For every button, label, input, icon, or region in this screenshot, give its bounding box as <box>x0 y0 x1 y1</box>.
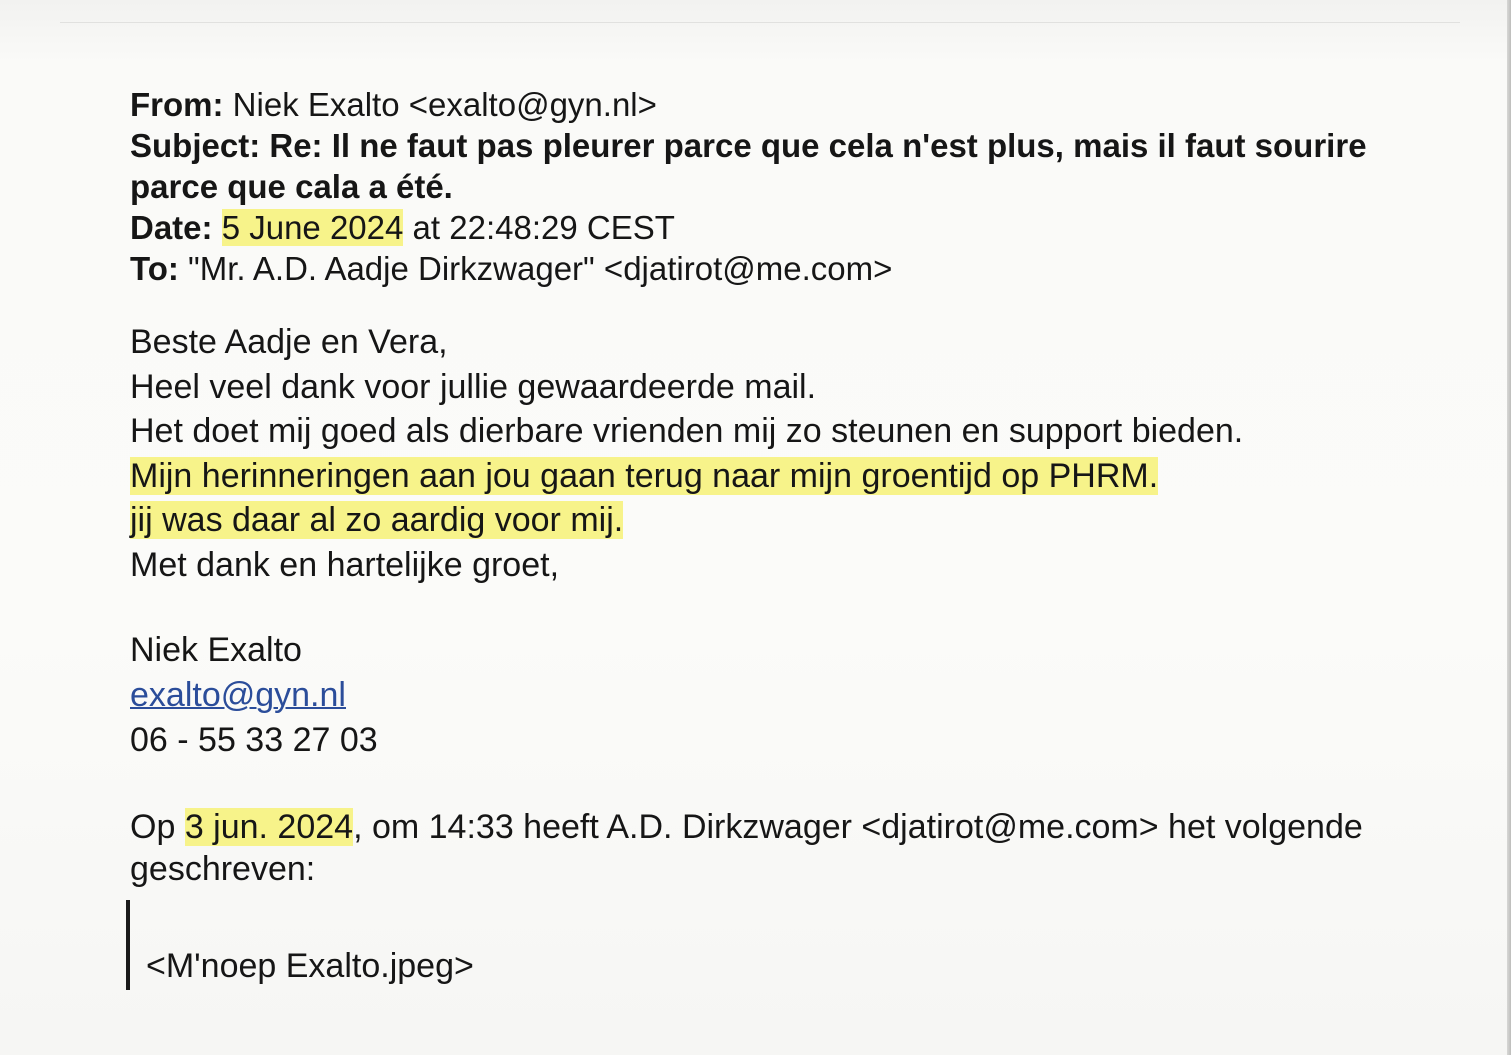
quote-rest: , om 14:33 heeft A.D. Dirkzwager <djatirot@me.com> het volgende geschreven: <box>130 808 1363 888</box>
email-message <box>130 84 1430 990</box>
header-from <box>130 84 1430 125</box>
quote-bar <box>126 900 130 990</box>
signature-name: Niek Exalto <box>130 631 302 669</box>
message-body <box>130 320 1430 587</box>
header-date <box>130 207 1430 248</box>
to-value: "Mr. A.D. Aadje Dirkzwager" <djatirot@me.com> <box>188 250 893 287</box>
header-to <box>130 248 1430 289</box>
from-label: From: <box>130 86 224 123</box>
highlighted-line-1 <box>130 454 1430 499</box>
body-line-1: Heel veel dank voor jullie gewaardeerde mail. <box>130 367 817 406</box>
quoted-message <box>130 900 1430 990</box>
closing-line: Met dank en hartelijke groet, <box>130 545 560 584</box>
header-subject <box>130 125 1400 207</box>
highlighted-line-2 <box>130 498 1430 543</box>
highlighted-text-1: Mijn herinneringen aan jou gaan terug naar mijn groentijd op PHRM. <box>130 456 1159 495</box>
page-top-rule <box>60 22 1460 23</box>
date-label: Date: <box>130 209 213 246</box>
date-rest: at 22:48:29 CEST <box>403 209 675 246</box>
body-line-2: Het doet mij goed als dierbare vrienden mij zo steunen en support bieden. <box>130 412 1244 450</box>
subject-value: Re: Il ne faut pas pleurer parce que cela n'est plus, mais il faut sourire parce que cala a été. <box>130 127 1367 205</box>
to-label: To: <box>130 250 179 287</box>
quote-prefix: Op <box>130 808 185 846</box>
signature-phone: 06 - 55 33 27 03 <box>130 721 378 759</box>
quote-date-highlighted: 3 jun. 2024 <box>184 808 354 846</box>
quote-intro <box>130 806 1390 890</box>
signature <box>130 628 1430 763</box>
signature-email-link[interactable]: exalto@gyn.nl <box>130 676 346 714</box>
subject-label: Subject: <box>130 127 261 164</box>
greeting: Beste Aadje en Vera, <box>130 323 448 361</box>
highlighted-text-2: jij was daar al zo aardig voor mij. <box>130 501 624 539</box>
from-value: Niek Exalto <exalto@gyn.nl> <box>232 86 657 123</box>
date-highlighted: 5 June 2024 <box>221 209 404 246</box>
page-edge-shadow <box>1507 0 1511 1055</box>
attachment-placeholder[interactable]: <M'noep Exalto.jpeg> <box>146 947 474 985</box>
